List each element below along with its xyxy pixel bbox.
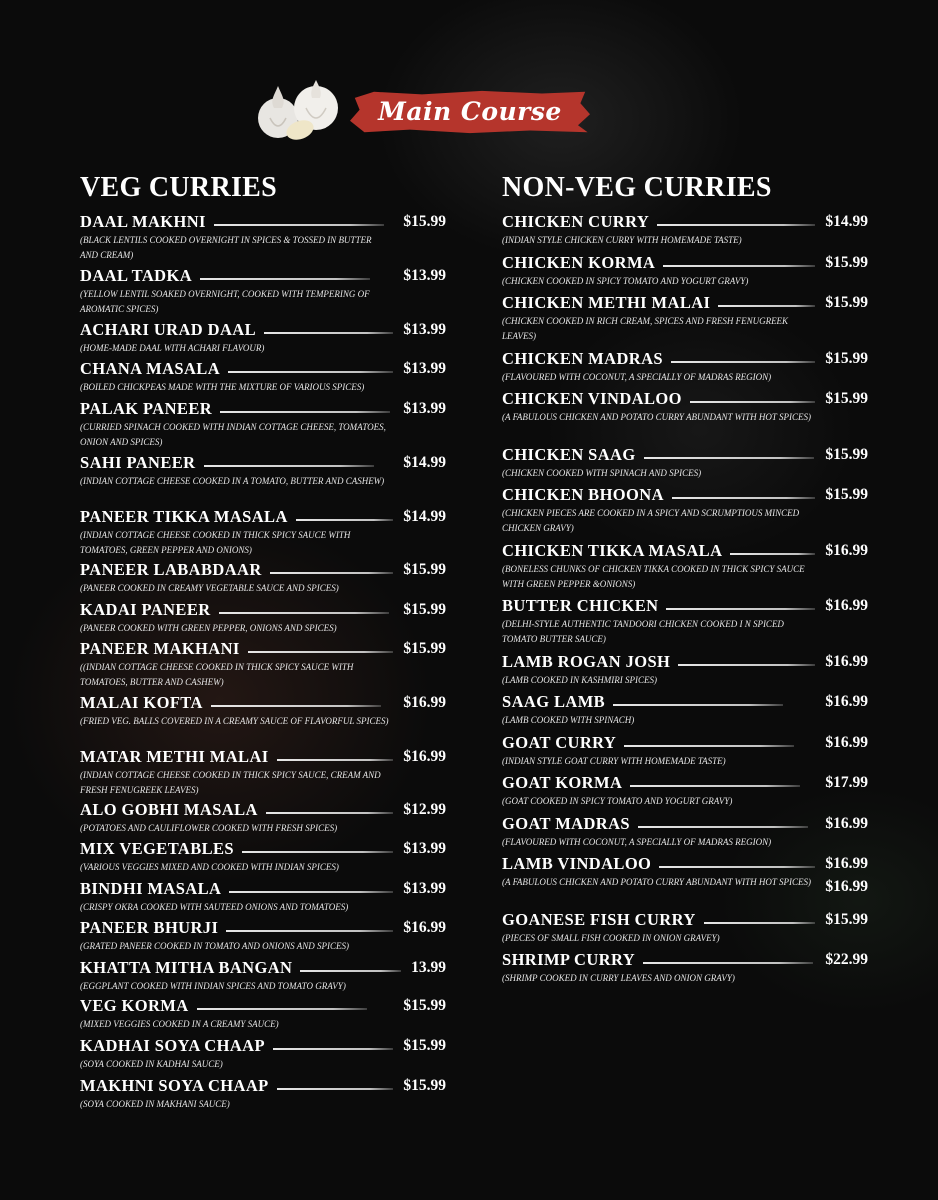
nonveg-menu-item	[502, 814, 868, 850]
item-price: $15.99	[403, 561, 446, 578]
dotted-leader	[666, 608, 815, 610]
item-name: PALAK PANEER	[80, 399, 213, 418]
dotted-leader	[672, 497, 815, 499]
item-row	[502, 596, 868, 616]
item-price: $15.99	[825, 390, 868, 407]
item-name: MATAR METHI MALAI	[80, 747, 269, 766]
nonveg-menu-item	[502, 854, 868, 895]
dotted-leader	[211, 705, 381, 707]
veg-menu-item	[80, 747, 446, 798]
item-description: (INDIAN STYLE CHICKEN CURRY WITH HOMEMADE TASTE)	[502, 235, 742, 245]
dotted-leader	[613, 704, 783, 706]
item-description: (A FABULOUS CHICKEN AND POTATO CURRY ABUNDANT WITH HOT SPICES)	[502, 412, 811, 422]
item-description: (CHICKEN COOKED WITH SPINACH AND SPICES)	[502, 468, 702, 478]
item-row	[80, 693, 446, 713]
item-price: $16.99	[825, 734, 868, 751]
dotted-leader	[300, 970, 401, 972]
nonveg-curries-title: NON-VEG CURRIES	[502, 172, 772, 203]
nonveg-menu-item	[502, 253, 868, 289]
item-price: $16.99	[825, 653, 868, 670]
item-row	[502, 389, 868, 409]
item-description: (GRATED PANEER COOKED IN TOMATO AND ONIONS AND SPICES)	[80, 941, 350, 951]
item-row	[80, 600, 446, 620]
veg-menu-item	[80, 839, 446, 875]
item-row	[502, 212, 868, 232]
item-price: $15.99	[825, 446, 868, 463]
nonveg-menu-item	[502, 692, 868, 728]
item-extra-price: $16.99	[825, 878, 868, 895]
item-row	[80, 639, 446, 659]
item-name: CHICKEN BHOONA	[502, 485, 664, 504]
nonveg-menu-item	[502, 349, 868, 385]
item-row	[80, 1076, 446, 1096]
item-name: DAAL MAKHNI	[80, 212, 206, 231]
item-price: $16.99	[825, 815, 868, 832]
item-description: ((INDIAN COTTAGE CHEESE COOKED IN THICK SPICY SAUCE WITH TOMATOES, BUTTER AND CASHEW)	[80, 662, 354, 687]
veg-menu-item	[80, 266, 446, 317]
nonveg-menu-item	[502, 293, 868, 344]
item-name: BINDHI MASALA	[80, 879, 222, 898]
veg-menu-item	[80, 1036, 446, 1072]
dotted-leader	[718, 305, 815, 307]
menu-header	[250, 78, 600, 148]
item-price: 13.99	[411, 959, 446, 976]
item-description: (FRIED VEG. BALLS COVERED IN A CREAMY SAUCE OF FLAVORFUL SPICES)	[80, 716, 389, 726]
veg-menu-item	[80, 560, 446, 596]
item-row	[502, 773, 868, 793]
item-price: $13.99	[403, 840, 446, 857]
item-row	[80, 747, 446, 767]
item-description: (LAMB COOKED IN KASHMIRI SPICES)	[502, 675, 657, 685]
item-description: (BLACK LENTILS COOKED OVERNIGHT IN SPICES & TOSSED IN BUTTER AND CREAM)	[80, 235, 372, 260]
item-description: (VARIOUS VEGGIES MIXED AND COOKED WITH INDIAN SPICES)	[80, 862, 339, 872]
item-name: PANEER BHURJI	[80, 918, 219, 937]
item-description: (HOME-MADE DAAL WITH ACHARI FLAVOUR)	[80, 343, 265, 353]
item-price: $13.99	[403, 267, 446, 284]
item-row	[80, 266, 446, 286]
item-name: CHICKEN MADRAS	[502, 349, 663, 368]
dotted-leader	[690, 401, 816, 403]
veg-menu-item	[80, 600, 446, 636]
item-price: $15.99	[403, 601, 446, 618]
item-row	[502, 814, 868, 834]
item-row	[80, 560, 446, 580]
item-price: $15.99	[825, 350, 868, 367]
dotted-leader	[277, 1088, 394, 1090]
item-price: $14.99	[825, 213, 868, 230]
nonveg-menu-item	[502, 212, 868, 248]
item-price: $16.99	[403, 919, 446, 936]
item-row	[502, 541, 868, 561]
item-price: $12.99	[403, 801, 446, 818]
nonveg-menu-item	[502, 733, 868, 769]
veg-menu-item	[80, 918, 446, 954]
item-description: (YELLOW LENTIL SOAKED OVERNIGHT, COOKED WITH TEMPERING OF AROMATIC SPICES)	[80, 289, 370, 314]
dotted-leader	[659, 866, 815, 868]
item-name: ACHARI URAD DAAL	[80, 320, 256, 339]
item-row	[80, 918, 446, 938]
item-row	[80, 800, 446, 820]
item-name: DAAL TADKA	[80, 266, 193, 285]
nonveg-menu-item	[502, 485, 868, 536]
dotted-leader	[197, 1008, 367, 1010]
dotted-leader	[264, 332, 393, 334]
item-price: $13.99	[403, 321, 446, 338]
item-price: $15.99	[403, 1077, 446, 1094]
veg-curries-title: VEG CURRIES	[80, 172, 278, 203]
item-name: PANEER TIKKA MASALA	[80, 507, 288, 526]
item-description: (LAMB COOKED WITH SPINACH)	[502, 715, 635, 725]
item-price: $16.99	[825, 542, 868, 559]
dotted-leader	[296, 519, 394, 521]
item-row	[502, 253, 868, 273]
item-row	[502, 445, 868, 465]
item-name: CHANA MASALA	[80, 359, 221, 378]
item-description: (INDIAN COTTAGE CHEESE COOKED IN A TOMATO, BUTTER AND CASHEW)	[80, 476, 385, 486]
item-price: $14.99	[403, 454, 446, 471]
item-price: $15.99	[825, 294, 868, 311]
nonveg-menu-item	[502, 950, 868, 986]
item-name: PANEER MAKHANI	[80, 639, 240, 658]
item-name: GOAT KORMA	[502, 773, 623, 792]
item-price: $16.99	[825, 693, 868, 710]
item-row	[502, 950, 868, 970]
item-name: SAAG LAMB	[502, 692, 606, 711]
dotted-leader	[704, 922, 816, 924]
dotted-leader	[270, 572, 394, 574]
dotted-leader	[204, 465, 374, 467]
nonveg-menu-item	[502, 910, 868, 946]
dotted-leader	[200, 278, 370, 280]
item-price: $15.99	[825, 911, 868, 928]
nonveg-menu-item	[502, 389, 868, 425]
item-name: KHATTA MITHA BANGAN	[80, 958, 293, 977]
item-description: (INDIAN STYLE GOAT CURRY WITH HOMEMADE TASTE)	[502, 756, 726, 766]
item-name: PANEER LABABDAAR	[80, 560, 262, 579]
dotted-leader	[228, 371, 393, 373]
item-price: $17.99	[825, 774, 868, 791]
dotted-leader	[624, 745, 794, 747]
item-description: (DELHI-STYLE AUTHENTIC TANDOORI CHICKEN COOKED I N SPICED TOMATO BUTTER SAUCE)	[502, 619, 784, 644]
veg-menu-item	[80, 1076, 446, 1112]
item-description: (POTATOES AND CAULIFLOWER COOKED WITH FRESH SPICES)	[80, 823, 338, 833]
item-name: CHICKEN SAAG	[502, 445, 636, 464]
dotted-leader	[643, 962, 813, 964]
nonveg-menu-item	[502, 773, 868, 809]
item-row	[80, 212, 446, 232]
item-price: $13.99	[403, 400, 446, 417]
item-price: $16.99	[403, 694, 446, 711]
item-price: $16.99	[825, 855, 868, 872]
item-description: (CRISPY OKRA COOKED WITH SAUTEED ONIONS AND TOMATOES)	[80, 902, 349, 912]
item-row	[80, 453, 446, 473]
item-description: (CHICKEN COOKED IN SPICY TOMATO AND YOGURT GRAVY)	[502, 276, 749, 286]
item-description: (EGGPLANT COOKED WITH INDIAN SPICES AND TOMATO GRAVY)	[80, 981, 346, 991]
item-description: (A FABULOUS CHICKEN AND POTATO CURRY ABUNDANT WITH HOT SPICES)	[502, 877, 811, 887]
dotted-leader	[248, 651, 394, 653]
item-name: MIX VEGETABLES	[80, 839, 234, 858]
item-name: GOAT CURRY	[502, 733, 617, 752]
item-description: (SOYA COOKED IN KADHAI SAUCE)	[80, 1059, 223, 1069]
item-row	[502, 733, 868, 753]
item-price: $15.99	[825, 254, 868, 271]
dotted-leader	[638, 826, 808, 828]
item-name: CHICKEN VINDALOO	[502, 389, 682, 408]
veg-menu-item	[80, 453, 446, 489]
item-row	[502, 910, 868, 930]
item-name: SAHI PANEER	[80, 453, 196, 472]
dotted-leader	[214, 224, 384, 226]
item-price: $15.99	[825, 486, 868, 503]
item-row	[502, 652, 868, 672]
item-description: (MIXED VEGGIES COOKED IN A CREAMY SAUCE)	[80, 1019, 279, 1029]
veg-menu-item	[80, 879, 446, 915]
item-name: ALO GOBHI MASALA	[80, 800, 258, 819]
item-row	[80, 399, 446, 419]
item-description: (BOILED CHICKPEAS MADE WITH THE MIXTURE OF VARIOUS SPICES)	[80, 382, 365, 392]
dotted-leader	[663, 265, 815, 267]
item-description: (PANEER COOKED WITH GREEN PEPPER, ONIONS AND SPICES)	[80, 623, 337, 633]
item-row	[502, 692, 868, 712]
item-row	[502, 854, 868, 874]
veg-menu-item	[80, 507, 446, 558]
veg-menu-item	[80, 639, 446, 690]
section-heading: Main Course	[378, 97, 562, 126]
item-price: $22.99	[825, 951, 868, 968]
item-description: (SOYA COOKED IN MAKHANI SAUCE)	[80, 1099, 230, 1109]
veg-menu-item	[80, 359, 446, 395]
item-row	[80, 320, 446, 340]
dotted-leader	[226, 930, 393, 932]
veg-menu-item	[80, 320, 446, 356]
item-name: SHRIMP CURRY	[502, 950, 636, 969]
item-description: (BONELESS CHUNKS OF CHICKEN TIKKA COOKED IN THICK SPICY SAUCE WITH GREEN PEPPER &ONIONS)	[502, 564, 805, 589]
nonveg-menu-item	[502, 541, 868, 592]
veg-menu-item	[80, 800, 446, 836]
dotted-leader	[220, 411, 390, 413]
item-description: (CURRIED SPINACH COOKED WITH INDIAN COTTAGE CHEESE, TOMATOES, ONION AND SPICES)	[80, 422, 386, 447]
item-description: (SHRIMP COOKED IN CURRY LEAVES AND ONION GRAVY)	[502, 973, 735, 983]
item-row	[502, 485, 868, 505]
nonveg-menu-item	[502, 445, 868, 481]
item-row	[80, 879, 446, 899]
dotted-leader	[657, 224, 815, 226]
item-name: CHICKEN METHI MALAI	[502, 293, 711, 312]
veg-curries-column	[80, 172, 446, 1109]
item-name: VEG KORMA	[80, 996, 189, 1015]
item-name: GOAT MADRAS	[502, 814, 631, 833]
dotted-leader	[266, 812, 394, 814]
item-price: $15.99	[403, 1037, 446, 1054]
item-description: (INDIAN COTTAGE CHEESE COOKED IN THICK SPICY SAUCE WITH TOMATOES, GREEN PEPPER AND ONIONS)	[80, 530, 351, 555]
dotted-leader	[644, 457, 814, 459]
item-price: $16.99	[403, 748, 446, 765]
item-row	[80, 839, 446, 859]
item-name: MAKHNI SOYA CHAAP	[80, 1076, 269, 1095]
item-price: $15.99	[403, 213, 446, 230]
dotted-leader	[730, 553, 815, 555]
item-price: $13.99	[403, 360, 446, 377]
item-price: $16.99	[825, 597, 868, 614]
item-name: KADAI PANEER	[80, 600, 211, 619]
item-price: $14.99	[403, 508, 446, 525]
item-name: CHICKEN KORMA	[502, 253, 656, 272]
dotted-leader	[229, 891, 393, 893]
item-name: MALAI KOFTA	[80, 693, 203, 712]
item-row	[80, 359, 446, 379]
item-price: $15.99	[403, 640, 446, 657]
item-name: CHICKEN CURRY	[502, 212, 650, 231]
nonveg-curries-column	[502, 172, 868, 983]
item-description: (INDIAN COTTAGE CHEESE COOKED IN THICK SPICY SAUCE, CREAM AND FRESH FENUGREEK LEAVES)	[80, 770, 381, 795]
dotted-leader	[277, 759, 394, 761]
item-description: (PANEER COOKED IN CREAMY VEGETABLE SAUCE AND SPICES)	[80, 583, 339, 593]
dotted-leader	[678, 664, 815, 666]
dotted-leader	[671, 361, 815, 363]
item-price: $13.99	[403, 880, 446, 897]
item-row	[80, 996, 446, 1016]
item-row	[80, 958, 446, 978]
dotted-leader	[219, 612, 389, 614]
item-price: $15.99	[403, 997, 446, 1014]
item-row	[502, 349, 868, 369]
item-description: (GOAT COOKED IN SPICY TOMATO AND YOGURT GRAVY)	[502, 796, 733, 806]
item-row	[80, 1036, 446, 1056]
garlic-icon	[250, 78, 350, 144]
nonveg-menu-item	[502, 652, 868, 688]
dotted-leader	[630, 785, 800, 787]
item-name: GOANESE FISH CURRY	[502, 910, 696, 929]
veg-menu-item	[80, 399, 446, 450]
veg-menu-item	[80, 212, 446, 263]
item-row	[502, 293, 868, 313]
veg-menu-item	[80, 958, 446, 994]
item-description: (FLAVOURED WITH COCONUT, A SPECIALLY OF MADRAS REGION)	[502, 372, 772, 382]
item-description: (FLAVOURED WITH COCONUT, A SPECIALLY OF MADRAS REGION)	[502, 837, 772, 847]
dotted-leader	[242, 851, 393, 853]
veg-menu-item	[80, 996, 446, 1032]
item-description: (CHICKEN COOKED IN RICH CREAM, SPICES AND FRESH FENUGREEK LEAVES)	[502, 316, 789, 341]
item-name: CHICKEN TIKKA MASALA	[502, 541, 723, 560]
item-description: (CHICKEN PIECES ARE COOKED IN A SPICY AND SCRUMPTIOUS MINCED CHICKEN GRAVY)	[502, 508, 800, 533]
item-description: (PIECES OF SMALL FISH COOKED IN ONION GRAVEY)	[502, 933, 720, 943]
item-name: LAMB VINDALOO	[502, 854, 652, 873]
item-name: BUTTER CHICKEN	[502, 596, 659, 615]
item-name: LAMB ROGAN JOSH	[502, 652, 671, 671]
veg-menu-item	[80, 693, 446, 729]
nonveg-menu-item	[502, 596, 868, 647]
item-name: KADHAI SOYA CHAAP	[80, 1036, 265, 1055]
dotted-leader	[273, 1048, 393, 1050]
item-row	[80, 507, 446, 527]
